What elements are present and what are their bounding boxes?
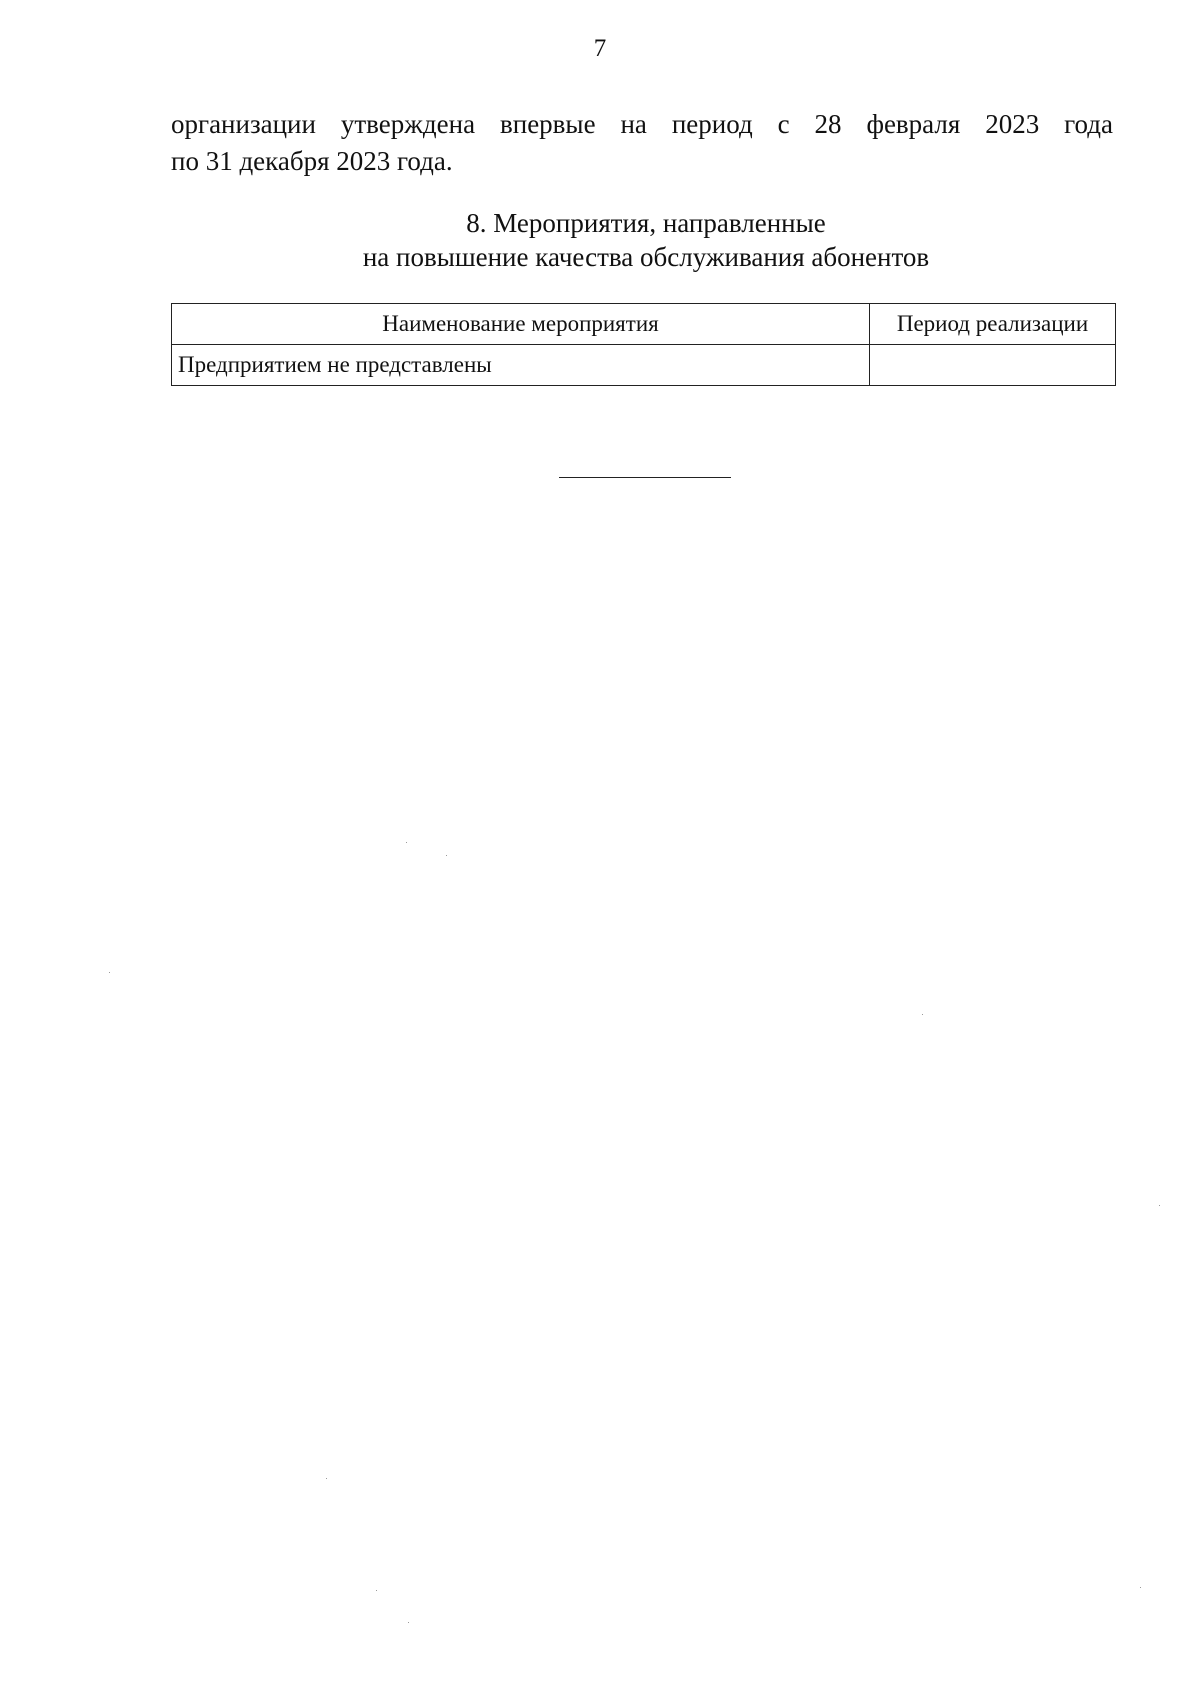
table-row [172,345,1116,386]
end-separator-line [559,477,731,478]
scan-speck [326,1478,327,1479]
scan-speck [109,972,110,973]
section-heading [0,206,1200,274]
scan-speck [406,842,407,843]
events-table [171,303,1116,386]
table-header-row [172,304,1116,345]
scan-speck [1140,1587,1141,1588]
section-heading-line: 8. Мероприятия, направленные [466,208,826,238]
table-cell-period [870,345,1116,386]
body-text-line: по 31 декабря 2023 года. [171,146,453,176]
body-text-line: организации утверждена впервые на период с 28 февраля 2023 года [171,109,1113,139]
scan-speck [1159,1205,1160,1206]
column-header-period: Период реализации [870,304,1116,345]
table-cell-event-name: Предприятием не представлены [172,345,870,386]
scan-speck [408,1622,409,1623]
page-number: 7 [593,35,607,62]
scan-speck [376,1590,377,1591]
section-heading-line: на повышение качества обслуживания абонентов [362,242,930,272]
scan-speck [446,855,447,856]
column-header-event-name: Наименование мероприятия [172,304,870,345]
scan-speck [922,1014,923,1015]
